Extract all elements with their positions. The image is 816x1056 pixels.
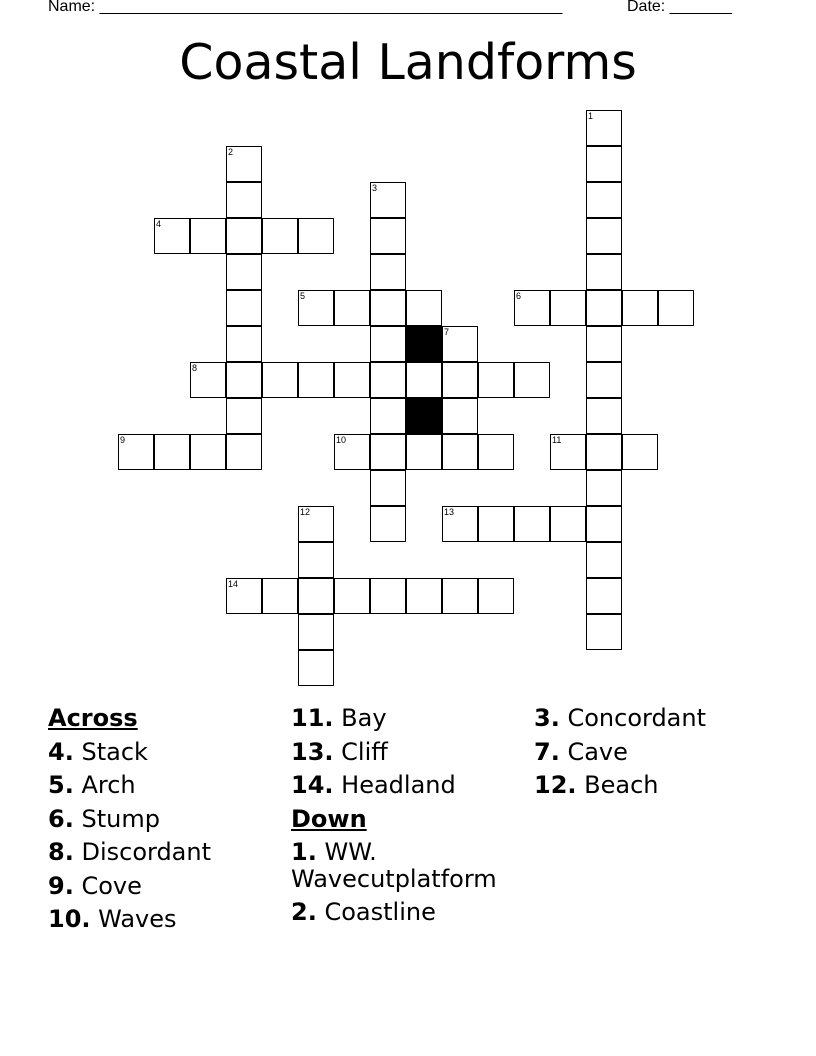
- crossword-cell[interactable]: [586, 254, 622, 290]
- crossword-cell[interactable]: [406, 578, 442, 614]
- clue-across-9: [48, 870, 278, 904]
- crossword-cell[interactable]: [586, 362, 622, 398]
- crossword-cell[interactable]: [226, 290, 262, 326]
- crossword-cell-12[interactable]: [298, 506, 334, 542]
- clue-number: 6.: [48, 804, 74, 833]
- crossword-cell[interactable]: [478, 434, 514, 470]
- crossword-cell[interactable]: [370, 398, 406, 434]
- crossword-cell[interactable]: [226, 218, 262, 254]
- cell-number: 9: [120, 435, 126, 445]
- crossword-cell[interactable]: [478, 506, 514, 542]
- crossword-cell-2[interactable]: [226, 146, 262, 182]
- crossword-cell[interactable]: [262, 218, 298, 254]
- clue-across-5: [48, 769, 278, 803]
- crossword-cell-13[interactable]: [442, 506, 478, 542]
- crossword-cell[interactable]: [334, 578, 370, 614]
- crossword-cell-14[interactable]: [226, 578, 262, 614]
- cell-number: 4: [156, 219, 162, 229]
- crossword-cell[interactable]: [334, 290, 370, 326]
- crossword-cell-5[interactable]: [298, 290, 334, 326]
- crossword-cell-1[interactable]: [586, 110, 622, 146]
- clue-text: WW. Wavecutplatform: [291, 838, 497, 893]
- clue-down-7: [534, 736, 794, 770]
- crossword-cell[interactable]: [478, 578, 514, 614]
- cell-number: 3: [372, 183, 378, 193]
- clue-text: Discordant: [81, 838, 212, 866]
- crossword-cell[interactable]: [226, 254, 262, 290]
- crossword-cell[interactable]: [298, 650, 334, 686]
- clue-across-6: [48, 803, 278, 837]
- cell-number: 13: [444, 507, 455, 517]
- down-heading: Down: [291, 804, 367, 833]
- name-field-label: Name: ____________________________________________________: [48, 0, 563, 15]
- clue-number: 5.: [48, 771, 74, 799]
- clue-across-14: [291, 769, 521, 803]
- clue-number: 12.: [534, 771, 577, 799]
- crossword-cell[interactable]: [550, 506, 586, 542]
- crossword-cell-4[interactable]: [154, 218, 190, 254]
- crossword-cell[interactable]: [226, 326, 262, 362]
- crossword-cell[interactable]: [406, 290, 442, 326]
- crossword-cell[interactable]: [262, 578, 298, 614]
- cell-number: 14: [228, 579, 239, 589]
- cell-number: 1: [588, 111, 594, 121]
- crossword-cell[interactable]: [370, 506, 406, 542]
- crossword-cell[interactable]: [442, 578, 478, 614]
- clue-column-3: [534, 702, 794, 803]
- crossword-cell-11[interactable]: [550, 434, 586, 470]
- across-heading: Across: [48, 704, 138, 732]
- clue-across-10: [48, 903, 278, 937]
- clue-number: 14.: [291, 771, 334, 799]
- crossword-cell[interactable]: [442, 434, 478, 470]
- crossword-cell[interactable]: [298, 542, 334, 578]
- clue-number: 8.: [48, 838, 74, 866]
- clue-text: Waves: [98, 905, 177, 933]
- crossword-cell[interactable]: [298, 614, 334, 650]
- date-field-label: Date: _______: [627, 0, 732, 15]
- cell-number: 5: [300, 291, 306, 301]
- crossword-cell[interactable]: [478, 362, 514, 398]
- crossword-cell[interactable]: [586, 506, 622, 542]
- clue-down-12: [534, 769, 794, 803]
- crossword-cell[interactable]: [550, 290, 586, 326]
- crossword-cell[interactable]: [586, 578, 622, 614]
- crossword-cell-10[interactable]: [334, 434, 370, 470]
- clue-column-1: [48, 702, 278, 937]
- crossword-cell[interactable]: [406, 434, 442, 470]
- clue-text: Stack: [81, 737, 148, 766]
- clue-number: 1.: [291, 838, 317, 866]
- crossword-cell[interactable]: [370, 218, 406, 254]
- clue-across-13: [291, 736, 521, 770]
- crossword-cell[interactable]: [586, 182, 622, 218]
- crossword-cell[interactable]: [658, 290, 694, 326]
- crossword-cell[interactable]: [622, 434, 658, 470]
- crossword-black-cell: [406, 398, 442, 434]
- crossword-cell[interactable]: [514, 362, 550, 398]
- crossword-cell-8[interactable]: [190, 362, 226, 398]
- crossword-cell[interactable]: [586, 326, 622, 362]
- cell-number: 2: [228, 147, 234, 157]
- clue-number: 2.: [291, 898, 317, 926]
- clue-number: 3.: [534, 704, 560, 732]
- crossword-cell[interactable]: [298, 218, 334, 254]
- crossword-cell[interactable]: [514, 506, 550, 542]
- crossword-cell[interactable]: [370, 326, 406, 362]
- crossword-cell[interactable]: [406, 362, 442, 398]
- clue-across-4: [48, 736, 278, 770]
- clue-number: 10.: [48, 905, 91, 933]
- crossword-cell[interactable]: [586, 398, 622, 434]
- page-title: Coastal Landforms: [179, 34, 637, 91]
- crossword-cell[interactable]: [586, 614, 622, 650]
- crossword-cell[interactable]: [586, 542, 622, 578]
- clue-text: Beach: [584, 771, 659, 799]
- cell-number: 8: [192, 363, 198, 373]
- crossword-cell[interactable]: [370, 362, 406, 398]
- cell-number: 11: [552, 435, 562, 445]
- clue-text: Bay: [341, 704, 387, 732]
- cell-number: 10: [336, 435, 347, 445]
- crossword-cell[interactable]: [298, 578, 334, 614]
- crossword-cell[interactable]: [586, 290, 622, 326]
- clue-number: 11.: [291, 704, 334, 732]
- crossword-cell[interactable]: [190, 434, 226, 470]
- clue-number: 13.: [291, 737, 334, 766]
- clue-text: Cliff: [341, 737, 388, 766]
- crossword-cell[interactable]: [370, 470, 406, 506]
- cell-number: 12: [300, 507, 311, 517]
- clue-text: Cove: [81, 871, 142, 900]
- clue-text: Coastline: [324, 898, 436, 926]
- crossword-cell-6[interactable]: [514, 290, 550, 326]
- clue-across-8: [48, 836, 278, 870]
- crossword-cell[interactable]: [334, 362, 370, 398]
- cell-number: 7: [444, 327, 450, 337]
- clue-number: 7.: [534, 737, 560, 766]
- crossword-cell-7[interactable]: [442, 326, 478, 362]
- clue-column-2: [291, 702, 521, 930]
- crossword-cell[interactable]: [370, 434, 406, 470]
- crossword-cell[interactable]: [226, 434, 262, 470]
- crossword-cell[interactable]: [226, 362, 262, 398]
- crossword-cell[interactable]: [442, 362, 478, 398]
- clue-down-3: [534, 702, 794, 736]
- clue-text: Stump: [81, 804, 160, 833]
- crossword-cell[interactable]: [226, 398, 262, 434]
- crossword-cell[interactable]: [298, 362, 334, 398]
- clue-across-11: [291, 702, 521, 736]
- clue-number: 9.: [48, 871, 74, 900]
- crossword-cell[interactable]: [154, 434, 190, 470]
- clue-text: Cave: [567, 737, 628, 766]
- clue-text: Concordant: [567, 704, 707, 732]
- crossword-cell[interactable]: [262, 362, 298, 398]
- crossword-cell[interactable]: [370, 578, 406, 614]
- crossword-cell[interactable]: [622, 290, 658, 326]
- crossword-cell[interactable]: [370, 290, 406, 326]
- crossword-cell[interactable]: [370, 254, 406, 290]
- cell-number: 6: [516, 291, 522, 301]
- crossword-cell[interactable]: [586, 434, 622, 470]
- clue-down-1: [291, 839, 521, 893]
- clue-number: 4.: [48, 737, 74, 766]
- crossword-cell[interactable]: [586, 146, 622, 182]
- crossword-cell[interactable]: [586, 218, 622, 254]
- crossword-black-cell: [406, 326, 442, 362]
- clue-text: Arch: [81, 771, 136, 799]
- crossword-cell-9[interactable]: [118, 434, 154, 470]
- crossword-cell[interactable]: [226, 182, 262, 218]
- crossword-cell[interactable]: [586, 470, 622, 506]
- crossword-cell[interactable]: [190, 218, 226, 254]
- clue-text: Headland: [341, 771, 456, 799]
- crossword-cell-3[interactable]: [370, 182, 406, 218]
- crossword-cell[interactable]: [442, 398, 478, 434]
- clue-down-2: [291, 896, 521, 930]
